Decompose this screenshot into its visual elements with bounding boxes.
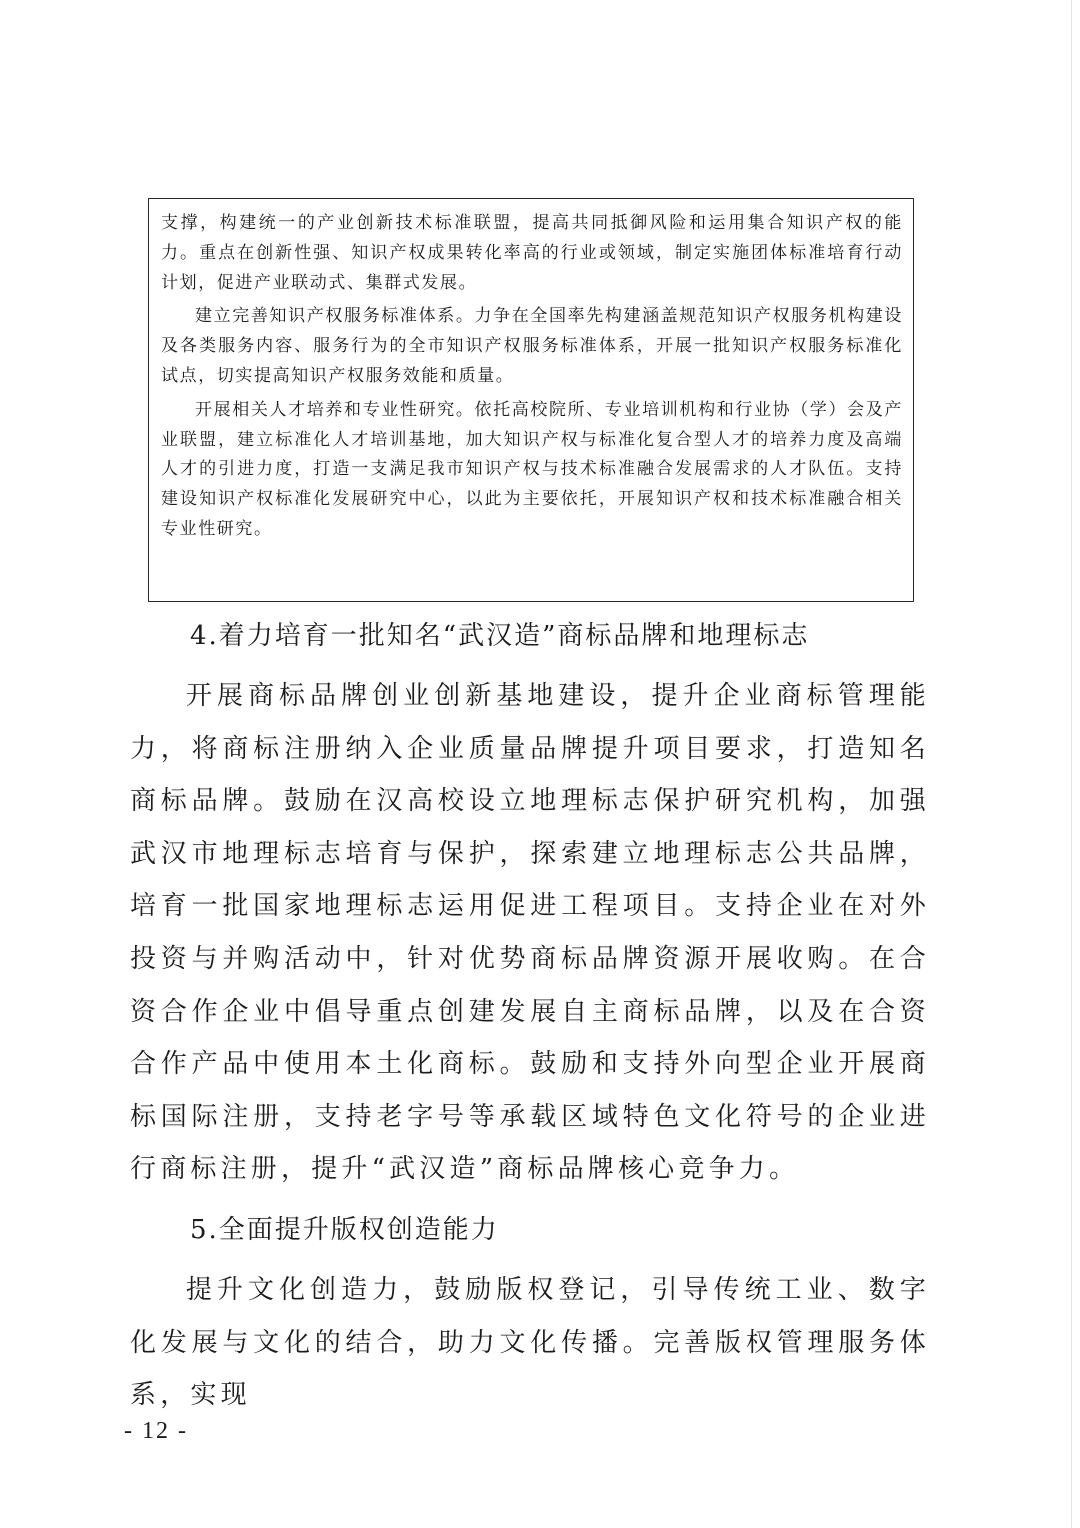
box-paragraph-1: 支撑，构建统一的产业创新技术标准联盟，提高共同抵御风险和运用集合知识产权的能力。重点在创新性强、知识产权成果转化率高的行业或领域，制定实施团体标准培育行动计划，促进产业联动式、集群式发展。 — [161, 213, 903, 293]
box-paragraph-2: 建立完善知识产权服务标准体系。力争在全国率先构建涵盖规范知识产权服务机构建设及各类服务内容、服务行为的全市知识产权服务标准体系，开展一批知识产权服务标准化试点，切实提高知识产权服务效能和质量。 — [161, 306, 903, 386]
page-edge-line — [1071, 0, 1072, 1528]
main-body — [130, 614, 930, 1434]
box-paragraph-3: 开展相关人才培养和专业性研究。依托高校院所、专业培训机构和行业协（学）会及产业联盟，建立标准化人才培训基地，加大知识产权与标准化复合型人才的培养力度及高端人才的引进力度，打造一支满足我市知识产权与技术标准融合发展需求的人才队伍。支持建设知识产权标准化发展研究中心，以此为主要依托，开展知识产权和技术标准融合相关专业性研究。 — [161, 399, 903, 539]
section-5-heading: 5.全面提升版权创造能力 — [190, 1214, 499, 1245]
section-5-paragraph: 提升文化创造力，鼓励版权登记，引导传统工业、数字化发展与文化的结合，助力文化传播。完善版权管理服务体系，实现 — [130, 1274, 930, 1411]
boxed-text-section — [148, 198, 914, 602]
section-4-paragraph: 开展商标品牌创业创新基地建设，提升企业商标管理能力，将商标注册纳入企业质量品牌提升项目要求，打造知名商标品牌。鼓励在汉高校设立地理标志保护研究机构，加强武汉市地理标志培育与保护，探索建立地理标志公共品牌，培育一批国家地理标志运用促进工程项目。支持企业在对外投资与并购活动中，针对优势商标品牌资源开展收购。在合资合作企业中倡导重点创建发展自主商标品牌，以及在合资合作产品中使用本土化商标。鼓励和支持外向型企业开展商标国际注册，支持老字号等承载区域特色文化符号的企业进行商标注册，提升“武汉造”商标品牌核心竞争力。 — [130, 681, 930, 1185]
section-4-heading: 4.着力培育一批知名“武汉造”商标品牌和地理标志 — [190, 621, 810, 651]
page-number: - 12 - — [124, 1418, 188, 1444]
